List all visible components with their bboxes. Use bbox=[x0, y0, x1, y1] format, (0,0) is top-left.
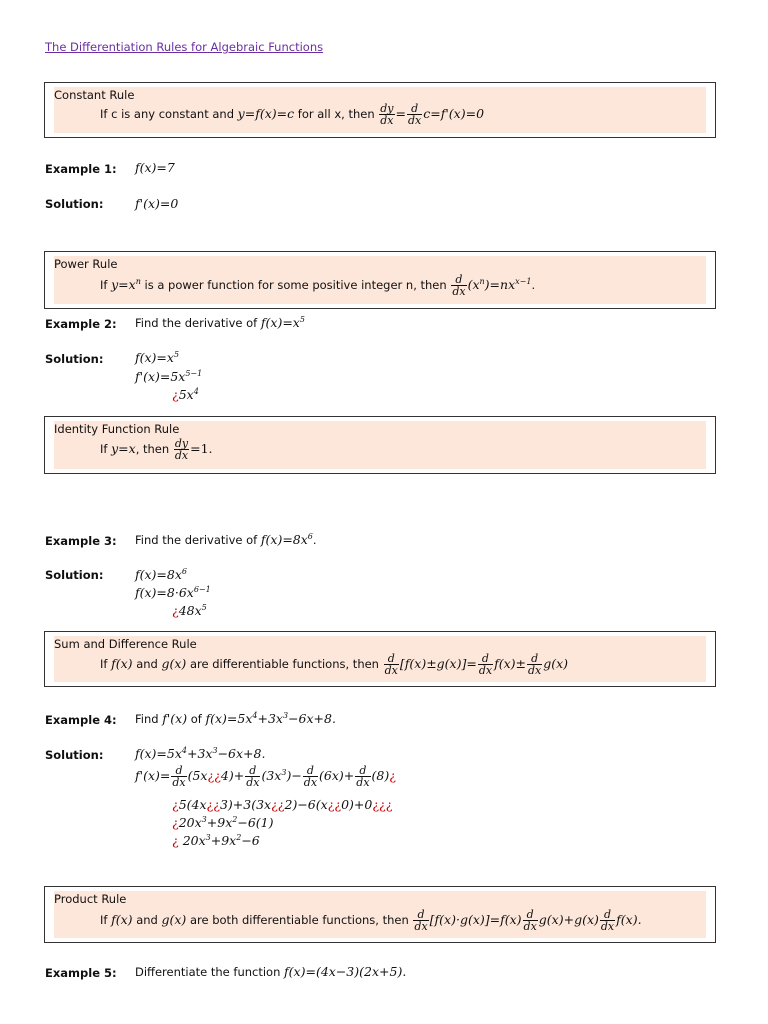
solution-4-line-3: ¿5(4x¿¿3)+3(3x¿¿2)−6(x¿¿0)+0¿¿¿ bbox=[172, 797, 393, 812]
fraction: $\frac{d}{dx}$ bbox=[408, 102, 422, 127]
fraction: $\frac{d}{dx}$ bbox=[452, 273, 466, 298]
fraction: $\frac{d}{dx}$ bbox=[414, 908, 428, 933]
product-rule-statement: If f(x) and g(x) are both differentiable functions, then $\frac{d}{dx}$ [f(x)·g(x)]=f(x) $\frac{d}{dx}$ g(x)+g(x) $\frac{d}{dx}$ f(x). bbox=[100, 908, 642, 933]
solution-4-label: Solution: bbox=[45, 748, 104, 762]
page-title: The Differentiation Rules for Algebraic Functions bbox=[45, 40, 324, 54]
example-2-label: Example 2: bbox=[45, 317, 117, 331]
product-rule-box bbox=[44, 886, 716, 943]
solution-4-line-5: ¿ $20x^3+9x^2-6$ bbox=[172, 833, 260, 849]
power-rule-box bbox=[44, 251, 716, 309]
solution-3-line-2: $f(x)=8\cdot 6x^{6-1}$ bbox=[135, 585, 211, 601]
sum-difference-rule-statement: If f(x) and g(x) are differentiable functions, then $\frac{d}{dx}$ [f(x)±g(x)]= $\frac{d}{dx}$ f(x)± $\frac{d}{dx}$ g(x) bbox=[100, 652, 569, 677]
example-3-text: Find the derivative of $f(x)=8x^6$. bbox=[135, 532, 317, 548]
constant-rule-title: Constant Rule bbox=[54, 88, 135, 102]
power-rule-title: Power Rule bbox=[54, 257, 118, 271]
solution-2-line-2: $f'(x)=5x^{5-1}$ bbox=[135, 369, 203, 385]
solution-4-line-4: ¿$20x^3+9x^2-6(1)$ bbox=[172, 815, 274, 831]
example-5-text: Differentiate the function f(x)=(4x−3)(2x+5). bbox=[135, 964, 407, 979]
fraction: $\frac{d}{dx}$ bbox=[600, 908, 615, 933]
fraction: $\frac{d}{dx}$ bbox=[384, 652, 398, 677]
solution-4-line-2: f'(x)= $\frac{d}{dx}$ (5x¿¿4)+ $\frac{d}{dx}$ $(3x^3)-$ $\frac{d}{dx}$ (6x)+ $\frac{d}{dx}$ (8)¿ bbox=[135, 764, 396, 789]
solution-4-line-1: $f(x)=5x^4+3x^3-6x+8$. bbox=[135, 746, 266, 762]
solution-2-line-1: $f(x)=x^5$ bbox=[135, 350, 180, 366]
example-4-text: Find f'(x) of $f(x)=5x^4+3x^3-6x+8$. bbox=[135, 711, 336, 727]
solution-2-label: Solution: bbox=[45, 352, 104, 366]
fraction: $\frac{dy}{dx}$ bbox=[380, 102, 394, 127]
identity-rule-statement: If y=x, then $\frac{dy}{dx}$ =1. bbox=[100, 437, 213, 462]
constant-rule-box bbox=[44, 82, 716, 138]
constant-rule-statement: If c is any constant and y=f(x)=c for all x, then $\frac{dy}{dx}$ = $\frac{d}{dx}$ c=f'(x)=0 bbox=[100, 102, 485, 127]
power-rule-statement: If $y=x^n$ is a power function for some positive integer n, then $\frac{d}{dx}$ $(x^n)=nx^{x-1}$. bbox=[100, 273, 536, 298]
fraction: $\frac{d}{dx}$ bbox=[478, 652, 493, 677]
solution-1-label: Solution: bbox=[45, 197, 104, 211]
sum-difference-rule-title: Sum and Difference Rule bbox=[54, 637, 197, 651]
fraction: $\frac{dy}{dx}$ bbox=[174, 437, 189, 462]
solution-2-line-3: ¿$5x^4$ bbox=[172, 387, 199, 403]
example-3-label: Example 3: bbox=[45, 534, 117, 548]
product-rule-title: Product Rule bbox=[54, 892, 127, 906]
example-5-label: Example 5: bbox=[45, 966, 117, 980]
example-1-label: Example 1: bbox=[45, 162, 117, 176]
example-4-label: Example 4: bbox=[45, 713, 117, 727]
solution-3-line-1: $f(x)=8x^6$ bbox=[135, 567, 187, 583]
sum-difference-rule-box bbox=[44, 631, 716, 687]
identity-rule-title: Identity Function Rule bbox=[54, 422, 180, 436]
example-1-expr: f(x)=7 bbox=[135, 160, 175, 175]
solution-1-expr: f'(x)=0 bbox=[135, 196, 179, 211]
fraction: $\frac{d}{dx}$ bbox=[523, 908, 537, 933]
identity-rule-box bbox=[44, 416, 716, 474]
fraction: $\frac{d}{dx}$ bbox=[527, 652, 542, 677]
solution-3-label: Solution: bbox=[45, 568, 104, 582]
example-2-text: Find the derivative of $f(x)=x^5$ bbox=[135, 315, 305, 331]
solution-3-line-3: ¿$48x^5$ bbox=[172, 603, 207, 619]
